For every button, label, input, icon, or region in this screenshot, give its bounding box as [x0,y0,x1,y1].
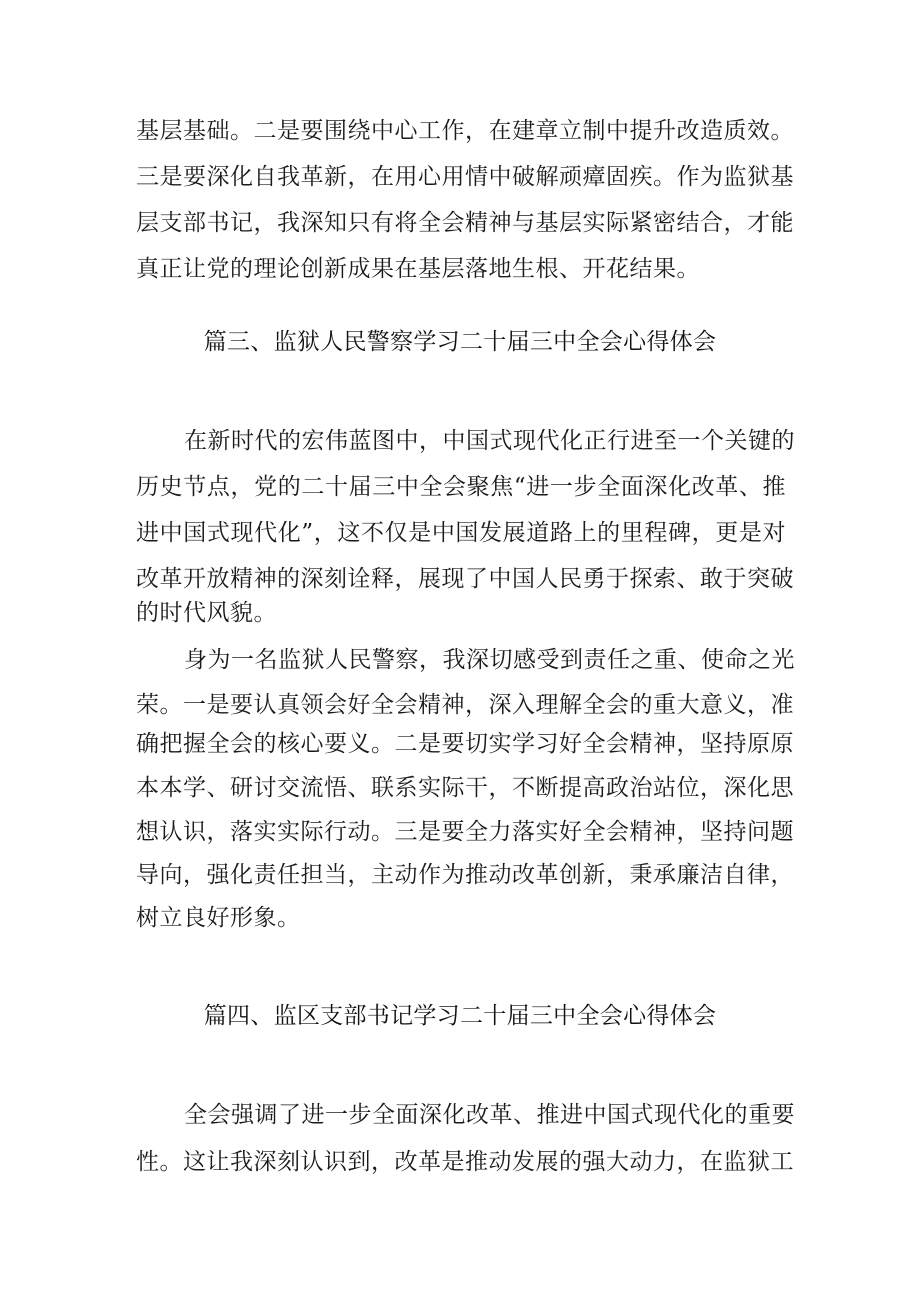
text-line: 本本学、研讨交流悟、联系实际干，不断提高政治站位，深化思 [136,775,794,801]
text-line: 改革开放精神的深刻诠释，展现了中国人民勇于探索、敢于突破 [136,566,794,592]
text-line: 确把握全会的核心要义。二是要切实学习好全会精神，坚持原原 [136,731,794,757]
text-line: 历史节点，党的二十届三中全会聚焦“进一步全面深化改革、推 [136,474,786,500]
text-line: 层支部书记，我深知只有将全会精神与基层实际紧密结合，才能 [136,210,794,236]
text-line: 想认识，落实实际行动。三是要全力落实好全会精神，坚持问题 [136,819,794,845]
text-line: 全会强调了进一步全面深化改革、推进中国式现代化的重要 [184,1102,795,1128]
text-line: 导向，强化责任担当，主动作为推动改革创新，秉承廉洁自律， [136,862,794,888]
text-line: 三是要深化自我革新，在用心用情中破解顽瘴固疾。作为监狱基 [136,164,794,190]
text-line: 真正让党的理论创新成果在基层落地生根、开花结果。 [136,256,700,282]
text-line: 身为一名监狱人民警察，我深切感受到责任之重、使命之光 [184,647,795,673]
section-heading: 篇四、监区支部书记学习二十届三中全会心得体会 [203,1003,717,1029]
text-line: 在新时代的宏伟蓝图中，中国式现代化正行进至一个关键的 [184,428,795,454]
text-line: 进中国式现代化”，这不仅是中国发展道路上的里程碑，更是对 [136,520,786,546]
section-heading: 篇三、监狱人民警察学习二十届三中全会心得体会 [203,329,717,355]
text-line: 树立良好形象。 [136,905,301,931]
text-line: 基层基础。二是要围绕中心工作，在建章立制中提升改造质效。 [136,118,794,144]
text-line: 性。这让我深刻认识到，改革是推动发展的强大动力，在监狱工 [136,1149,794,1175]
text-line: 荣。一是要认真领会好全会精神，深入理解全会的重大意义，准 [136,692,794,718]
text-line: 的时代风貌。 [136,600,277,626]
